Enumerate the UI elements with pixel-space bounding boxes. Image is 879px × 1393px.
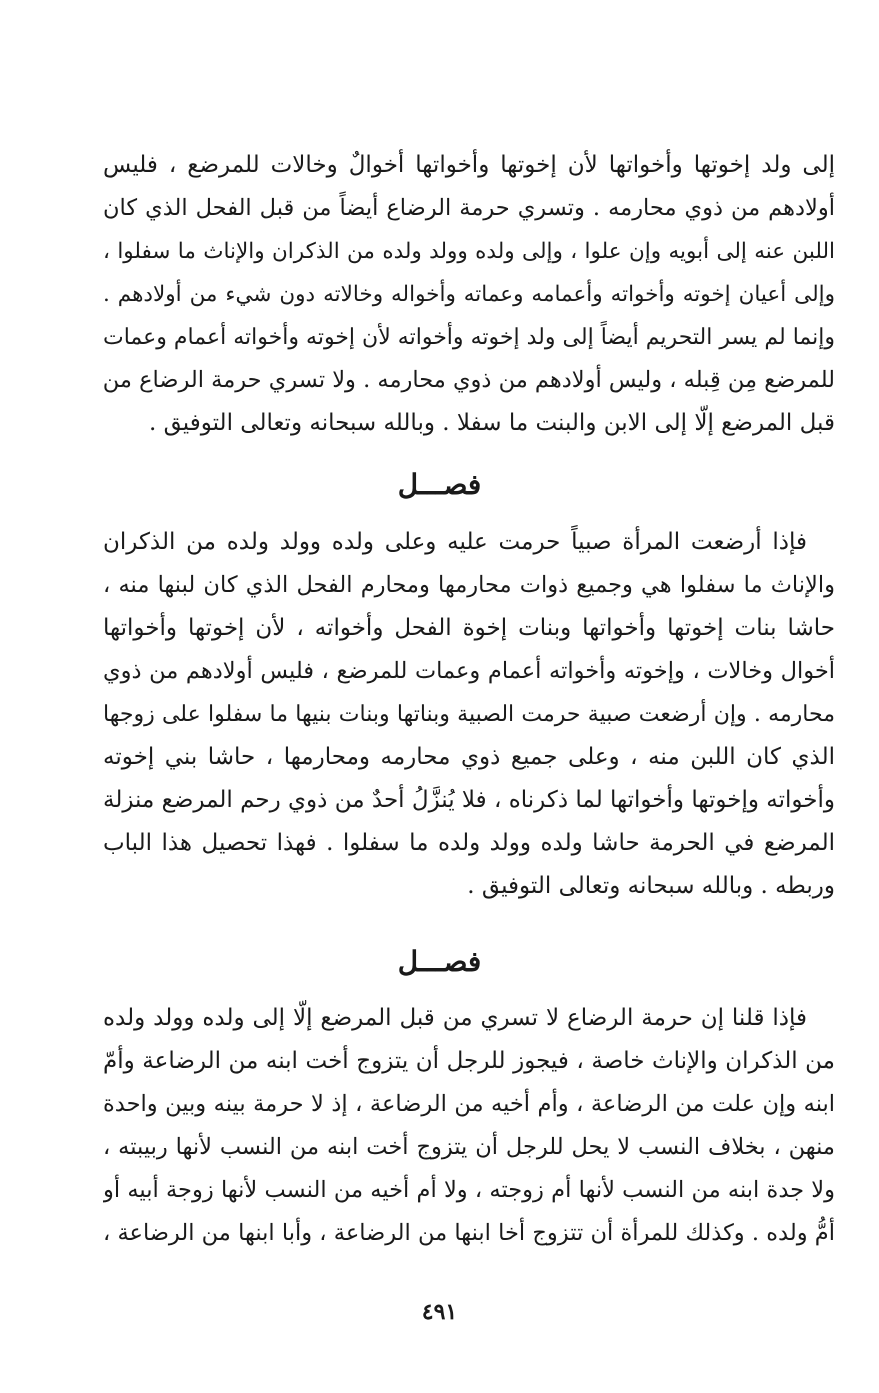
section-heading: فصـــل [397, 468, 482, 501]
text-line: منهن ، بخلاف النسب لا يحل للرجل أن يتزوج أخت ابنه من النسب لأنها ربيبته ، [103, 1134, 835, 1160]
page-number: ٤٩١ [421, 1299, 458, 1325]
paragraph-2 [103, 521, 835, 908]
text-line: أخوال وخالات ، وإخوته وأخواته أعمام وعمات للمرضع ، فليس أولادهم من ذوي [103, 658, 835, 684]
text-line: وأخواته وإخوتها وأخواتها لما ذكرناه ، فلا يُنزَّلُ أحدٌ من ذوي رحم المرضع منزلة [103, 787, 835, 813]
text-line: من الذكران والإناث خاصة ، فيجوز للرجل أن يتزوج أخت ابنه من الرضاعة وأمّ [103, 1048, 835, 1074]
text-line: إلى ولد إخوتها وأخواتها لأن إخوتها وأخواتها أخوالٌ وخالات للمرضع ، فليس [103, 152, 835, 178]
text-line: قبل المرضع إلّا إلى الابن والبنت ما سفلا . وبالله سبحانه وتعالى التوفيق . [149, 410, 835, 436]
text-line: ولا جدة ابنه من النسب لأنها أم زوجته ، ولا أم أخيه من النسب لأنها زوجة أبيه أو [103, 1177, 835, 1203]
text-line: أولادهم من ذوي محارمه . وتسري حرمة الرضاع أيضاً من قبل الفحل الذي كان [103, 195, 835, 221]
text-line: اللبن عنه إلى أبويه وإن علوا ، وإلى ولده وولد ولده من الذكران والإناث ما سفلوا ، [103, 239, 835, 264]
paragraph-1 [103, 144, 835, 445]
text-line: فإذا أرضعت المرأة صبياً حرمت عليه وعلى ولده وولد ولده من الذكران [103, 529, 807, 555]
text-line: فإذا قلنا إن حرمة الرضاع لا تسري من قبل المرضع إلّا إلى ولده وولد ولده [103, 1005, 807, 1031]
text-line: والإناث ما سفلوا هي وجميع ذوات محارمها ومحارم الفحل الذي كان لبنها منه ، [103, 572, 835, 598]
text-line: وإنما لم يسر التحريم أيضاً إلى ولد إخوته وأخواته لأن إخوته وأخواته أعمام وعمات [103, 325, 835, 350]
section-heading: فصـــل [397, 945, 482, 978]
text-line: المرضع في الحرمة حاشا ولده وولد ولده ما سفلوا . فهذا تحصيل هذا الباب [103, 830, 835, 856]
text-line: محارمه . وإن أرضعت صبية حرمت الصبية وبناتها وبنات بنيها ما سفلوا على زوجها [103, 702, 835, 727]
paragraph-3 [103, 997, 835, 1255]
text-line: أمُّ ولده . وكذلك للمرأة أن تتزوج أخا ابنها من الرضاعة ، وأبا ابنها من الرضاعة ، [103, 1220, 835, 1246]
text-line: للمرضع مِن قِبله ، وليس أولادهم من ذوي محارمه . ولا تسري حرمة الرضاع من [103, 367, 835, 393]
text-line: الذي كان اللبن منه ، وعلى جميع ذوي محارمه ومحارمها ، حاشا بني إخوته [103, 744, 835, 770]
text-line: حاشا بنات إخوتها وأخواتها وبنات إخوة الفحل وأخواته ، لأن إخوتها وأخواتها [103, 615, 835, 641]
text-line: ابنه وإن علت من الرضاعة ، وأم أخيه من الرضاعة ، إذ لا حرمة بينه وبين واحدة [103, 1091, 835, 1117]
text-line: وربطه . وبالله سبحانه وتعالى التوفيق . [467, 873, 835, 899]
text-line: وإلى أعيان إخوته وأخواته وأعمامه وعماته وأخواله وخالاته دون شيء من أولادهم . [103, 282, 835, 307]
